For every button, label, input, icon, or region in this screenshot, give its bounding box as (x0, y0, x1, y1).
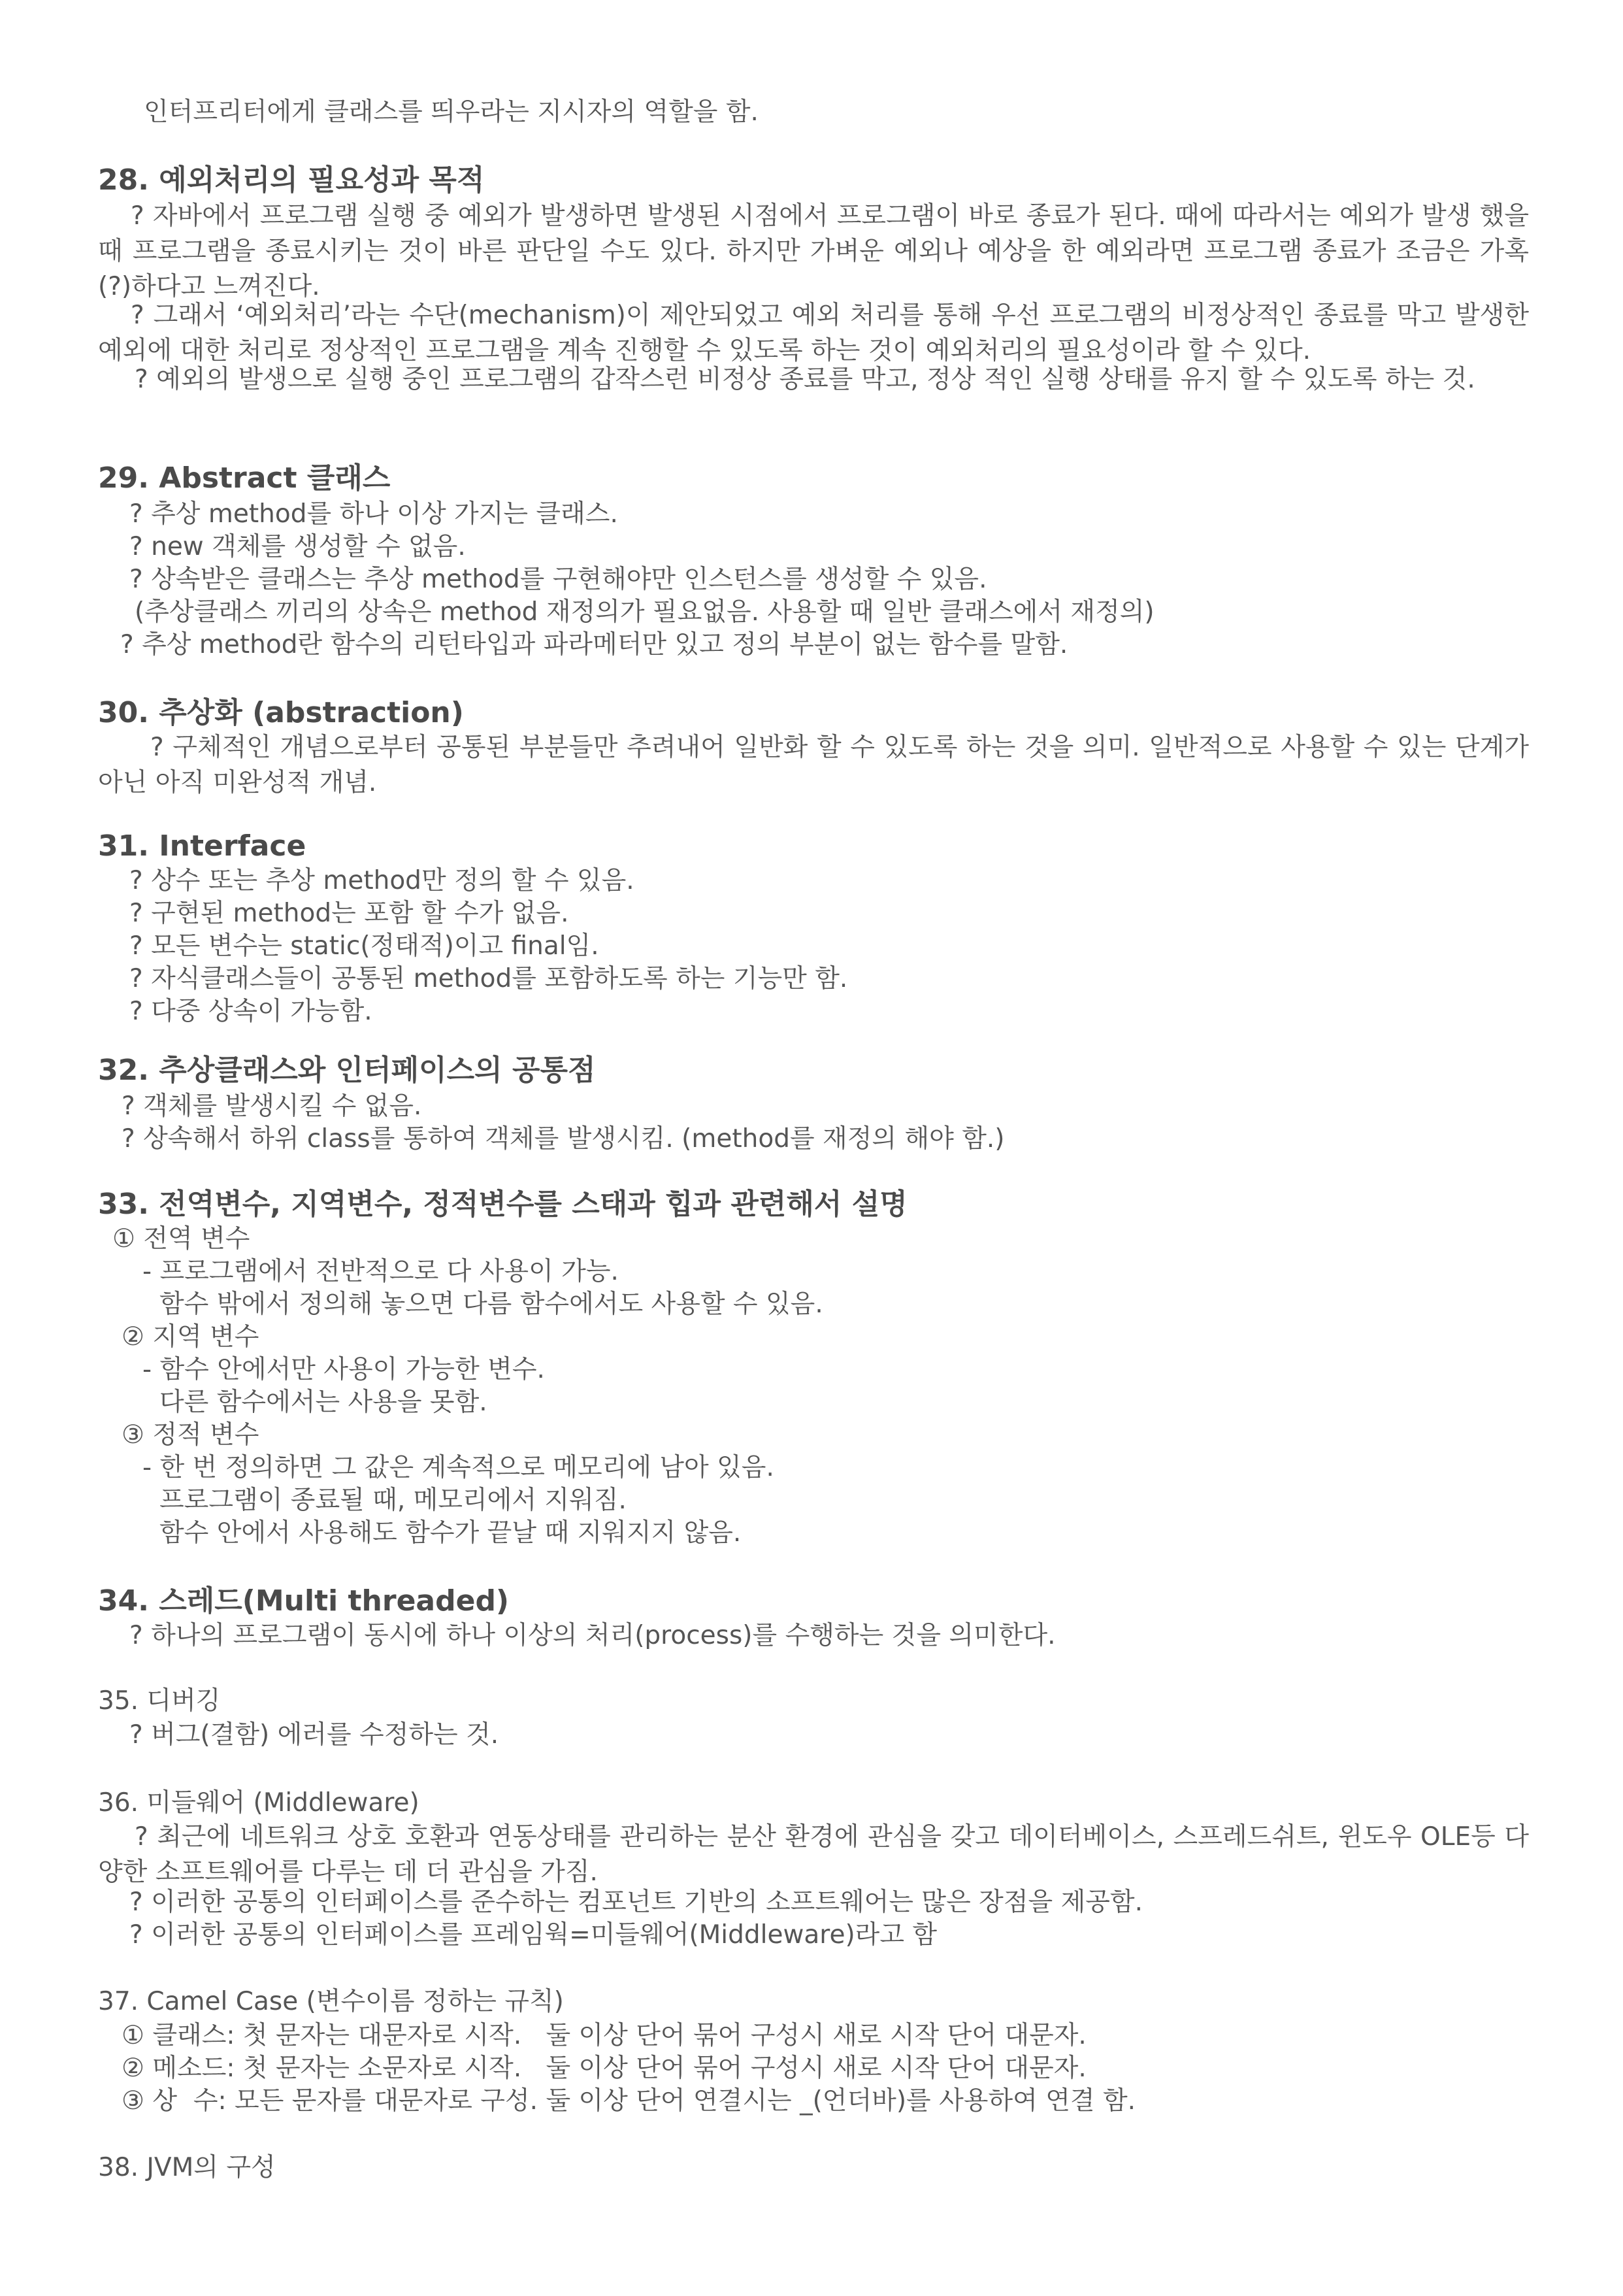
section-29-item: ? new 객체를 생성할 수 없음. (129, 532, 466, 561)
section-29-item: ? 추상 method를 하나 이상 가지는 클래스. (129, 499, 618, 529)
section-30-paragraph: ? 구체적인 개념으로부터 공통된 부분들만 추려내어 일반화 할 수 있도록 하는 것을 의미. 일반적으로 사용할 수 있는 단계가 아닌 아직 미완성적 개념. (98, 733, 1529, 797)
section-29-item: ? 상속받은 클래스는 추상 method를 구현해야만 인스턴스를 생성할 수 있음. (129, 565, 987, 594)
section-34-heading: 34. 스레드(Multi threaded) (98, 1584, 510, 1618)
local-variable-line: - 함수 안에서만 사용이 가능한 변수. (142, 1355, 545, 1384)
global-variable-title: ① 전역 변수 (112, 1224, 250, 1254)
section-32-heading: 32. 추상클래스와 인터페이스의 공통점 (98, 1054, 596, 1087)
section-31-heading: 31. Interface (98, 829, 306, 863)
local-variable-line: 다른 함수에서는 사용을 못함. (159, 1388, 487, 1417)
section-31-item: ? 구현된 method는 포함 할 수가 없음. (129, 899, 569, 928)
section-29-note: (추상클래스 끼리의 상속은 method 재정의가 필요없음. 사용할 때 일반 클래스에서 재정의) (135, 597, 1155, 627)
section-36-paragraph: ? 최근에 네트워크 상호 호환과 연동상태를 관리하는 분산 환경에 관심을 갖고 데이터베이스, 스프레드쉬트, 윈도우 OLE등 다양한 소프트웨어를 다루는 데 더 관심을 가짐. (98, 1822, 1529, 1887)
section-33-heading: 33. 전역변수, 지역변수, 정적변수를 스태과 힙과 관련해서 설명 (98, 1188, 908, 1221)
section-30-heading: 30. 추상화 (abstraction) (98, 696, 464, 729)
section-31-item: ? 다중 상속이 가능함. (129, 997, 372, 1026)
static-variable-line: 함수 안에서 사용해도 함수가 끝날 때 지워지지 않음. (159, 1518, 742, 1548)
section-28-heading: 28. 예외처리의 필요성과 목적 (98, 163, 485, 197)
section-31-item: ? 자식클래스들이 공통된 method를 포함하도록 하는 기능만 함. (129, 964, 848, 993)
global-variable-line: - 프로그램에서 전반적으로 다 사용이 가능. (142, 1257, 619, 1286)
section-28-paragraph-2: ? 그래서 ‘예외처리’라는 수단(mechanism)이 제안되었고 예외 처리를 통해 우선 프로그램의 비정상적인 종료를 막고 발생한 예외에 대한 처리로 정상적인 프로그램을 계속 진행할 수 있도록 하는 것이 예외처리의 필요성이라 할 수 있다. (98, 301, 1529, 365)
camel-case-rule: ③ 상 수: 모든 문자를 대문자로 구성. 둘 이상 단어 연결시는 _(언더바)를 사용하여 연결 함. (122, 2086, 1136, 2116)
section-36-item: ? 이러한 공통의 인터페이스를 준수하는 컴포넌트 기반의 소프트웨어는 많은 장점을 제공함. (129, 1888, 1143, 1917)
section-35-item: ? 버그(결함) 에러를 수정하는 것. (129, 1720, 499, 1750)
section-34-item: ? 하나의 프로그램이 동시에 하나 이상의 처리(process)를 수행하는 것을 의미한다. (129, 1621, 1056, 1650)
section-36-heading: 36. 미들웨어 (Middleware) (98, 1788, 419, 1818)
section-29-heading: 29. Abstract 클래스 (98, 461, 391, 495)
section-31-item: ? 상수 또는 추상 method만 정의 할 수 있음. (129, 866, 634, 895)
section-32-item: ? 객체를 발생시킬 수 없음. (122, 1091, 422, 1121)
global-variable-line: 함수 밖에서 정의해 놓으면 다름 함수에서도 사용할 수 있음. (159, 1289, 823, 1319)
section-29-item: ? 추상 method란 함수의 리턴타입과 파라메터만 있고 정의 부분이 없는 함수를 말함. (120, 630, 1068, 659)
section-28-paragraph-3: ? 예외의 발생으로 실행 중인 프로그램의 갑작스런 비정상 종료를 막고, 정상 적인 실행 상태를 유지 할 수 있도록 하는 것. (135, 365, 1475, 394)
section-36-item: ? 이러한 공통의 인터페이스를 프레임웍=미들웨어(Middleware)라고 함 (129, 1920, 938, 1950)
static-variable-line: 프로그램이 종료될 때, 메모리에서 지워짐. (159, 1486, 627, 1515)
local-variable-title: ② 지역 변수 (122, 1322, 259, 1352)
section-32-item: ? 상속해서 하위 class를 통하여 객체를 발생시킴. (method를 재정의 해야 함.) (122, 1124, 1005, 1154)
static-variable-line: - 한 번 정의하면 그 값은 계속적으로 메모리에 남아 있음. (142, 1453, 774, 1482)
section-35-heading: 35. 디버깅 (98, 1686, 221, 1716)
camel-case-rule: ① 클래스: 첫 문자는 대문자로 시작. 둘 이상 단어 묶어 구성시 새로 시작 단어 대문자. (122, 2021, 1087, 2050)
section-38-heading: 38. JVM의 구성 (98, 2153, 276, 2182)
section-31-item: ? 모든 변수는 static(정태적)이고 final임. (129, 931, 599, 961)
section-28-paragraph-1: ? 자바에서 프로그램 실행 중 예외가 발생하면 발생된 시점에서 프로그램이 바로 종료가 된다. 때에 따라서는 예외가 발생 했을 때 프로그램을 종료시키는 것이 바른 판단일 수도 있다. 하지만 가벼운 예외나 예상을 한 예외라면 프로그램 종료가 조금은 가혹(?)하다고 느껴진다. (98, 201, 1529, 301)
camel-case-rule: ② 메소드: 첫 문자는 소문자로 시작. 둘 이상 단어 묶어 구성시 새로 시작 단어 대문자. (122, 2054, 1087, 2083)
static-variable-title: ③ 정적 변수 (122, 1420, 259, 1450)
section-37-heading: 37. Camel Case (변수이름 정하는 규칙) (98, 1987, 564, 2016)
continuation-text: 인터프리터에게 클래스를 띄우라는 지시자의 역할을 함. (144, 97, 759, 127)
